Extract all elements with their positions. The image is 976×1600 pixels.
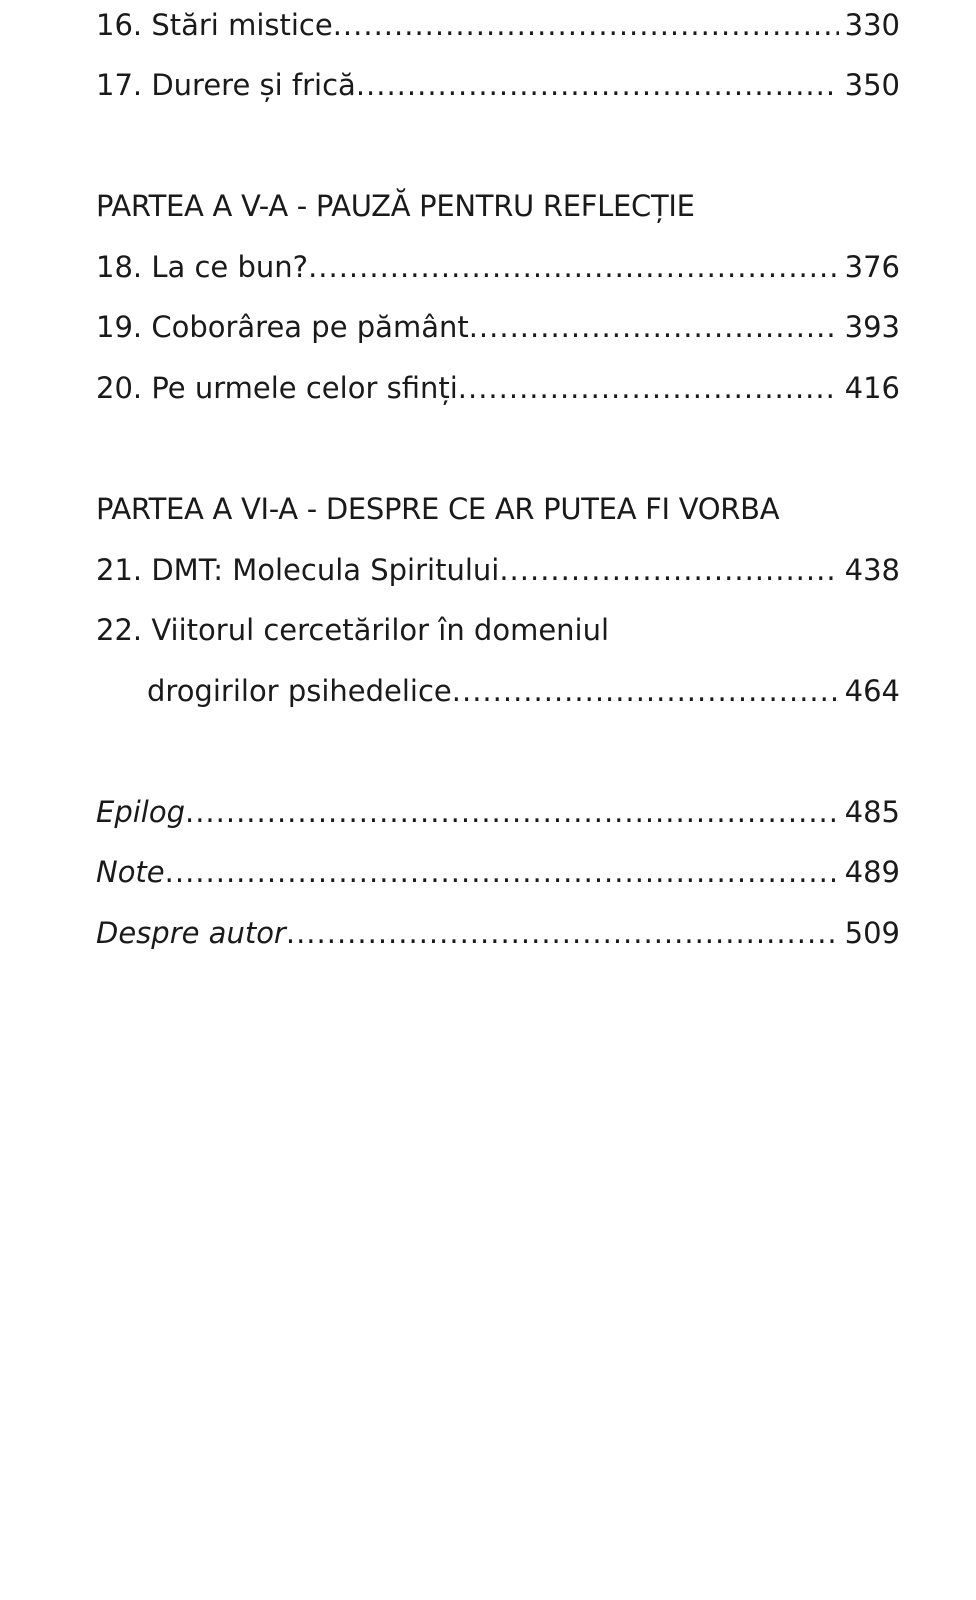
toc-entry[interactable] [96,245,900,289]
toc-entry-page: 464 [844,674,900,708]
toc-entry-title: 17. Durere și frică [96,68,356,102]
toc-entry[interactable] [96,548,900,592]
toc-dot-leader [452,669,839,713]
toc-entry[interactable] [96,3,900,47]
toc-dot-leader [286,911,839,955]
toc-entry-title: Note [96,855,165,889]
toc-entry-page: 489 [844,855,900,889]
part-heading: PARTEA A V-A - PAUZĂ PENTRU REFLECȚIE [96,189,695,223]
toc-dot-leader [499,548,838,592]
toc-entry-epilog[interactable] [96,790,900,834]
toc-entry-page: 330 [844,8,900,42]
toc-dot-leader [308,245,839,289]
toc-dot-leader [356,63,839,107]
toc-entry-title: 18. La ce bun? [96,250,309,284]
toc-entry-title: drogirilor psihedelice [147,674,452,708]
toc-entry-page: 485 [844,795,900,829]
toc-entry-title: Epilog [96,795,185,829]
toc-entry-page: 509 [844,916,900,950]
toc-dot-leader [333,3,839,47]
toc-entry-title-line1[interactable]: 22. Viitorul cercetărilor în domeniul [96,613,610,647]
toc-entry-page: 438 [844,553,900,587]
toc-entry-page: 416 [844,371,900,405]
toc-entry[interactable] [96,63,900,107]
toc-dot-leader [458,366,839,410]
toc-entry[interactable] [147,669,900,713]
toc-entry-title: 21. DMT: Molecula Spiritului [96,553,500,587]
toc-entry-page: 376 [844,250,900,284]
toc-entry-note[interactable] [96,850,900,894]
toc-dot-leader [469,305,839,349]
toc-entry-page: 350 [844,68,900,102]
toc-entry-title: 16. Stări mistice [96,8,333,42]
toc-entry-title: 20. Pe urmele celor sfinți [96,371,458,405]
part-heading: PARTEA A VI-A - DESPRE CE AR PUTEA FI VORBA [96,492,780,526]
toc-entry-despre-autor[interactable] [96,911,900,955]
toc-entry[interactable] [96,366,900,410]
toc-entry-title: Despre autor [96,916,286,950]
toc-dot-leader [185,790,839,834]
toc-entry-page: 393 [844,310,900,344]
toc-entry-title: 19. Coborârea pe pământ [96,310,469,344]
toc-dot-leader [165,850,839,894]
toc-entry[interactable] [96,305,900,349]
